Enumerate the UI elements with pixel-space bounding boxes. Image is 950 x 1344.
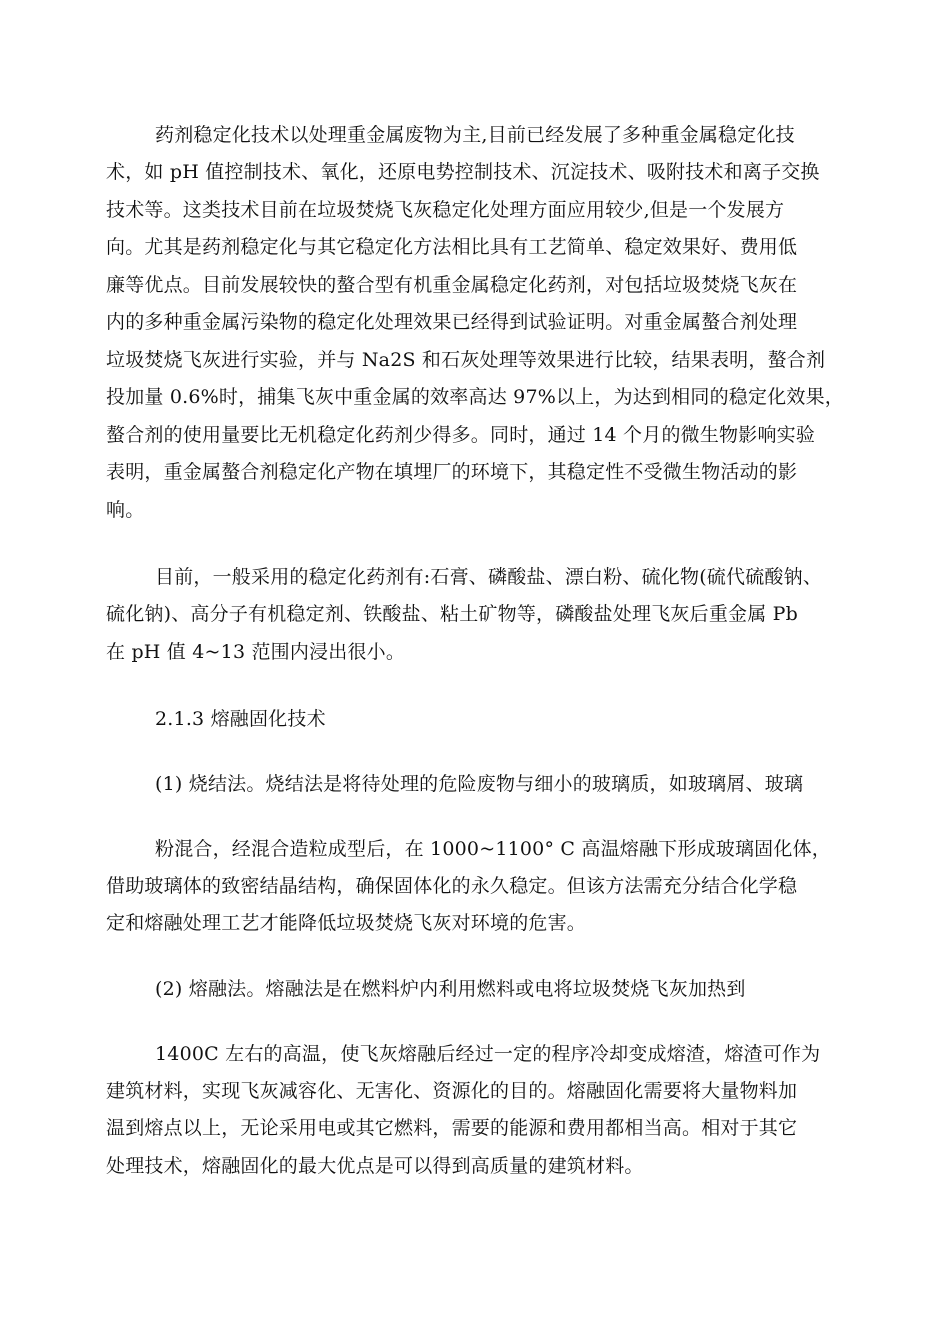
paragraph-line: 定和熔融处理工艺才能降低垃圾焚烧飞灰对环境的危害。 (106, 912, 587, 934)
paragraph-line: 术，如 pH 值控制技术、氧化，还原电势控制技术、沉淀技术、吸附技术和离子交换 (106, 161, 820, 183)
paragraph-line: 廉等优点。目前发展较快的螯合型有机重金属稳定化药剂，对包括垃圾焚烧飞灰在 (106, 274, 798, 296)
paragraph-line: 响。 (106, 499, 145, 521)
paragraph-line: 向。尤其是药剂稳定化与其它稳定化方法相比具有工艺简单、稳定效果好、费用低 (106, 236, 798, 258)
paragraph-line: 1400C 左右的高温，使飞灰熔融后经过一定的程序冷却变成熔渣，熔渣可作为 (155, 1043, 821, 1065)
paragraph-line: 温到熔点以上，无论采用电或其它燃料，需要的能源和费用都相当高。相对于其它 (106, 1117, 798, 1139)
paragraph-line: 建筑材料，实现飞灰减容化、无害化、资源化的目的。熔融固化需要将大量物料加 (106, 1080, 798, 1102)
paragraph-line: 借助玻璃体的致密结晶结构，确保固体化的永久稳定。但该方法需充分结合化学稳 (106, 875, 798, 897)
paragraph-line: (2) 熔融法。熔融法是在燃料炉内利用燃料或电将垃圾焚烧飞灰加热到 (155, 978, 746, 1000)
paragraph-line: 技术等。这类技术目前在垃圾焚烧飞灰稳定化处理方面应用较少,但是一个发展方 (106, 199, 785, 221)
paragraph-line: 硫化钠)、高分子有机稳定剂、铁酸盐、粘土矿物等，磷酸盐处理飞灰后重金属 Pb (106, 603, 799, 625)
paragraph-line: (1) 烧结法。烧结法是将待处理的危险废物与细小的玻璃质，如玻璃屑、玻璃 (155, 773, 804, 795)
paragraph-line: 表明，重金属螯合剂稳定化产物在填埋厂的环境下，其稳定性不受微生物活动的影 (106, 461, 798, 483)
paragraph-line: 螯合剂的使用量要比无机稳定化药剂少得多。同时，通过 14 个月的微生物影响实验 (106, 424, 816, 446)
paragraph-line: 粉混合，经混合造粒成型后，在 1000~1100° C 高温熔融下形成玻璃固化体， (155, 838, 831, 860)
paragraph-line: 目前，一般采用的稳定化药剂有:石膏、磷酸盐、漂白粉、硫化物(硫代硫酸钠、 (155, 566, 823, 588)
paragraph-line: 在 pH 值 4~13 范围内浸出很小。 (106, 641, 406, 663)
paragraph-line: 内的多种重金属污染物的稳定化处理效果已经得到试验证明。对重金属螯合剂处理 (106, 311, 798, 333)
section-heading: 2.1.3 熔融固化技术 (155, 708, 326, 730)
paragraph-line: 处理技术，熔融固化的最大优点是可以得到高质量的建筑材料。 (106, 1155, 644, 1177)
paragraph-line: 投加量 0.6%时，捕集飞灰中重金属的效率高达 97%以上，为达到相同的稳定化效果， (106, 386, 844, 408)
paragraph-line: 药剂稳定化技术以处理重金属废物为主,目前已经发展了多种重金属稳定化技 (155, 124, 795, 146)
paragraph-line: 垃圾焚烧飞灰进行实验，并与 Na2S 和石灰处理等效果进行比较，结果表明，螯合剂 (106, 349, 826, 371)
